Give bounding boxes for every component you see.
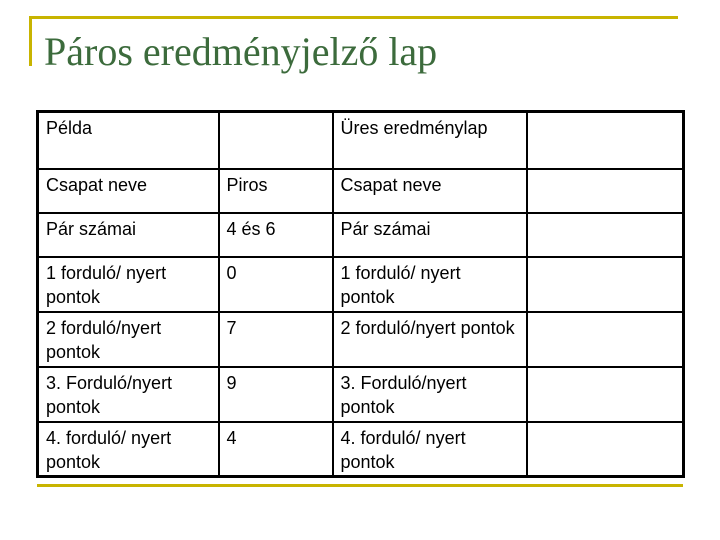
header-cell-blank-sheet: Üres eredménylap [333,112,527,169]
scoresheet-table [36,110,685,478]
row-label: 4. forduló/ nyert pontok [333,422,527,477]
row-value: 7 [219,312,333,367]
header-cell-empty [527,112,684,169]
row-label: Pár számai [333,213,527,257]
header-cell-empty [219,112,333,169]
header-cell-example: Példa [38,112,219,169]
row-label: 1 forduló/ nyert pontok [38,257,219,312]
row-value [527,213,684,257]
table-header-row [38,112,684,169]
row-value [527,367,684,422]
table-row [38,422,684,477]
bottom-rule [37,484,683,487]
row-value: Piros [219,169,333,213]
row-label: 2 forduló/nyert pontok [38,312,219,367]
row-label: 3. Forduló/nyert pontok [38,367,219,422]
table-row [38,169,684,213]
table-row [38,213,684,257]
row-label: 2 forduló/nyert pontok [333,312,527,367]
top-rule [29,16,678,19]
row-value [527,422,684,477]
row-label: 1 forduló/ nyert pontok [333,257,527,312]
page-title: Páros eredményjelző lap [44,29,438,74]
row-value: 0 [219,257,333,312]
row-label: Csapat neve [38,169,219,213]
row-value [527,169,684,213]
row-value [527,257,684,312]
row-value [527,312,684,367]
row-label: 4. forduló/ nyert pontok [38,422,219,477]
row-label: 3. Forduló/nyert pontok [333,367,527,422]
row-label: Csapat neve [333,169,527,213]
table-row [38,312,684,367]
table-row [38,257,684,312]
table-row [38,367,684,422]
row-value: 4 [219,422,333,477]
row-label: Pár számai [38,213,219,257]
left-rule [29,16,32,66]
row-value: 9 [219,367,333,422]
row-value: 4 és 6 [219,213,333,257]
